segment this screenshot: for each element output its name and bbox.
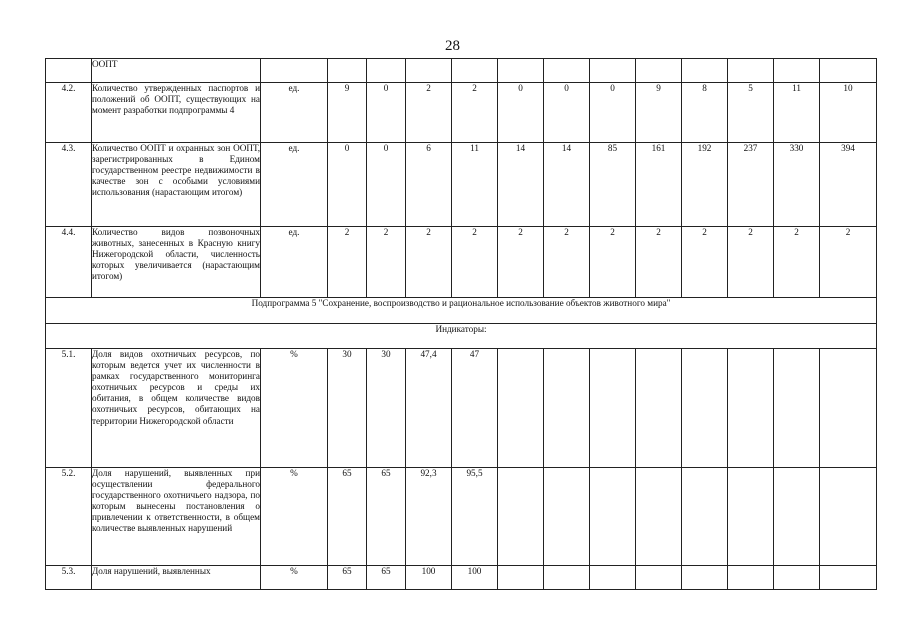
unit-cell: % [261, 468, 328, 566]
table-row [46, 349, 877, 468]
value-cell: 394 [820, 143, 877, 227]
value-cell: 2 [728, 227, 774, 298]
value-cell [590, 59, 636, 83]
value-cell: 11 [774, 83, 820, 143]
value-cell: 0 [590, 83, 636, 143]
value-cell [636, 468, 682, 566]
value-cell [544, 468, 590, 566]
value-cell: 9 [636, 83, 682, 143]
table-row [46, 566, 877, 590]
unit-cell: ед. [261, 227, 328, 298]
value-cell: 2 [820, 227, 877, 298]
value-cell [406, 59, 452, 83]
value-cell: 0 [328, 143, 367, 227]
value-cell [682, 59, 728, 83]
indicator-name: Количество утвержденных паспортов и положений об ООПТ, существующих на момент разработки подпрограммы 4 [92, 83, 261, 143]
value-cell: 65 [328, 468, 367, 566]
table-row [46, 83, 877, 143]
value-cell [590, 566, 636, 590]
value-cell: 30 [328, 349, 367, 468]
value-cell: 2 [406, 227, 452, 298]
value-cell [774, 349, 820, 468]
value-cell: 65 [367, 566, 406, 590]
value-cell [498, 468, 544, 566]
value-cell [774, 468, 820, 566]
section-title: Подпрограмма 5 "Сохранение, воспроизводство и рациональное использование объектов животного мира" [46, 298, 877, 324]
indicator-name: Доля нарушений, выявленных при осуществлении федерального государственного охотничьего надзора, по которым вынесены постановления о привлечении к ответственности, в общем количестве выявленных нарушений [92, 468, 261, 566]
indicator-name: Доля нарушений, выявленных [92, 566, 261, 590]
value-cell: 47,4 [406, 349, 452, 468]
value-cell [590, 349, 636, 468]
value-cell [774, 59, 820, 83]
indicators-table [45, 58, 877, 590]
value-cell: 2 [774, 227, 820, 298]
value-cell: 2 [406, 83, 452, 143]
indicator-name: ООПТ [92, 59, 261, 83]
value-cell [820, 468, 877, 566]
value-cell: 47 [452, 349, 498, 468]
row-number: 5.1. [46, 349, 92, 468]
section-row [46, 324, 877, 349]
value-cell: 5 [728, 83, 774, 143]
row-number: 4.2. [46, 83, 92, 143]
value-cell: 0 [367, 143, 406, 227]
value-cell [728, 59, 774, 83]
value-cell [820, 59, 877, 83]
value-cell [774, 566, 820, 590]
value-cell: 85 [590, 143, 636, 227]
value-cell: 65 [367, 468, 406, 566]
value-cell [498, 566, 544, 590]
table-row [46, 227, 877, 298]
section-title: Индикаторы: [46, 324, 877, 349]
value-cell [544, 566, 590, 590]
page-number: 28 [445, 38, 460, 54]
value-cell [820, 349, 877, 468]
row-number: 5.2. [46, 468, 92, 566]
value-cell: 2 [636, 227, 682, 298]
value-cell: 95,5 [452, 468, 498, 566]
unit-cell: ед. [261, 143, 328, 227]
value-cell: 14 [498, 143, 544, 227]
table-row [46, 59, 877, 83]
value-cell [682, 349, 728, 468]
value-cell: 65 [328, 566, 367, 590]
row-number: 4.4. [46, 227, 92, 298]
value-cell: 8 [682, 83, 728, 143]
value-cell: 2 [590, 227, 636, 298]
value-cell: 2 [367, 227, 406, 298]
section-row [46, 298, 877, 324]
unit-cell [261, 59, 328, 83]
value-cell: 2 [452, 227, 498, 298]
value-cell: 2 [452, 83, 498, 143]
value-cell: 11 [452, 143, 498, 227]
value-cell: 330 [774, 143, 820, 227]
value-cell [590, 468, 636, 566]
table-row [46, 468, 877, 566]
value-cell: 2 [328, 227, 367, 298]
value-cell: 100 [452, 566, 498, 590]
row-number: 5.3. [46, 566, 92, 590]
table-body [46, 59, 877, 590]
value-cell: 0 [498, 83, 544, 143]
value-cell: 192 [682, 143, 728, 227]
value-cell [636, 59, 682, 83]
value-cell [367, 59, 406, 83]
value-cell [328, 59, 367, 83]
value-cell [544, 59, 590, 83]
row-number [46, 59, 92, 83]
value-cell [452, 59, 498, 83]
value-cell: 161 [636, 143, 682, 227]
value-cell: 0 [367, 83, 406, 143]
value-cell: 2 [682, 227, 728, 298]
value-cell: 0 [544, 83, 590, 143]
value-cell: 237 [728, 143, 774, 227]
value-cell: 10 [820, 83, 877, 143]
value-cell [498, 349, 544, 468]
table-row [46, 143, 877, 227]
value-cell: 9 [328, 83, 367, 143]
value-cell: 100 [406, 566, 452, 590]
value-cell [498, 59, 544, 83]
value-cell [544, 349, 590, 468]
value-cell: 92,3 [406, 468, 452, 566]
value-cell: 14 [544, 143, 590, 227]
unit-cell: % [261, 566, 328, 590]
unit-cell: % [261, 349, 328, 468]
value-cell [682, 468, 728, 566]
value-cell: 2 [498, 227, 544, 298]
value-cell: 2 [544, 227, 590, 298]
value-cell [728, 468, 774, 566]
row-number: 4.3. [46, 143, 92, 227]
value-cell [682, 566, 728, 590]
value-cell: 30 [367, 349, 406, 468]
value-cell [820, 566, 877, 590]
indicator-name: Доля видов охотничьих ресурсов, по которым ведется учет их численности в рамках государственного мониторинга охотничьих ресурсов и среды их обитания, в общем количестве видов охотничьих ресурсов, обитающих на территории Нижегородской области [92, 349, 261, 468]
indicator-name: Количество ООПТ и охранных зон ООПТ, зарегистрированных в Едином государственном реестре недвижимости в качестве зон с особыми условиями использования (нарастающим итогом) [92, 143, 261, 227]
value-cell [728, 566, 774, 590]
value-cell [728, 349, 774, 468]
unit-cell: ед. [261, 83, 328, 143]
value-cell [636, 566, 682, 590]
value-cell: 6 [406, 143, 452, 227]
value-cell [636, 349, 682, 468]
indicator-name: Количество видов позвоночных животных, занесенных в Красную книгу Нижегородской области, численность которых увеличивается (нарастающим итогом) [92, 227, 261, 298]
